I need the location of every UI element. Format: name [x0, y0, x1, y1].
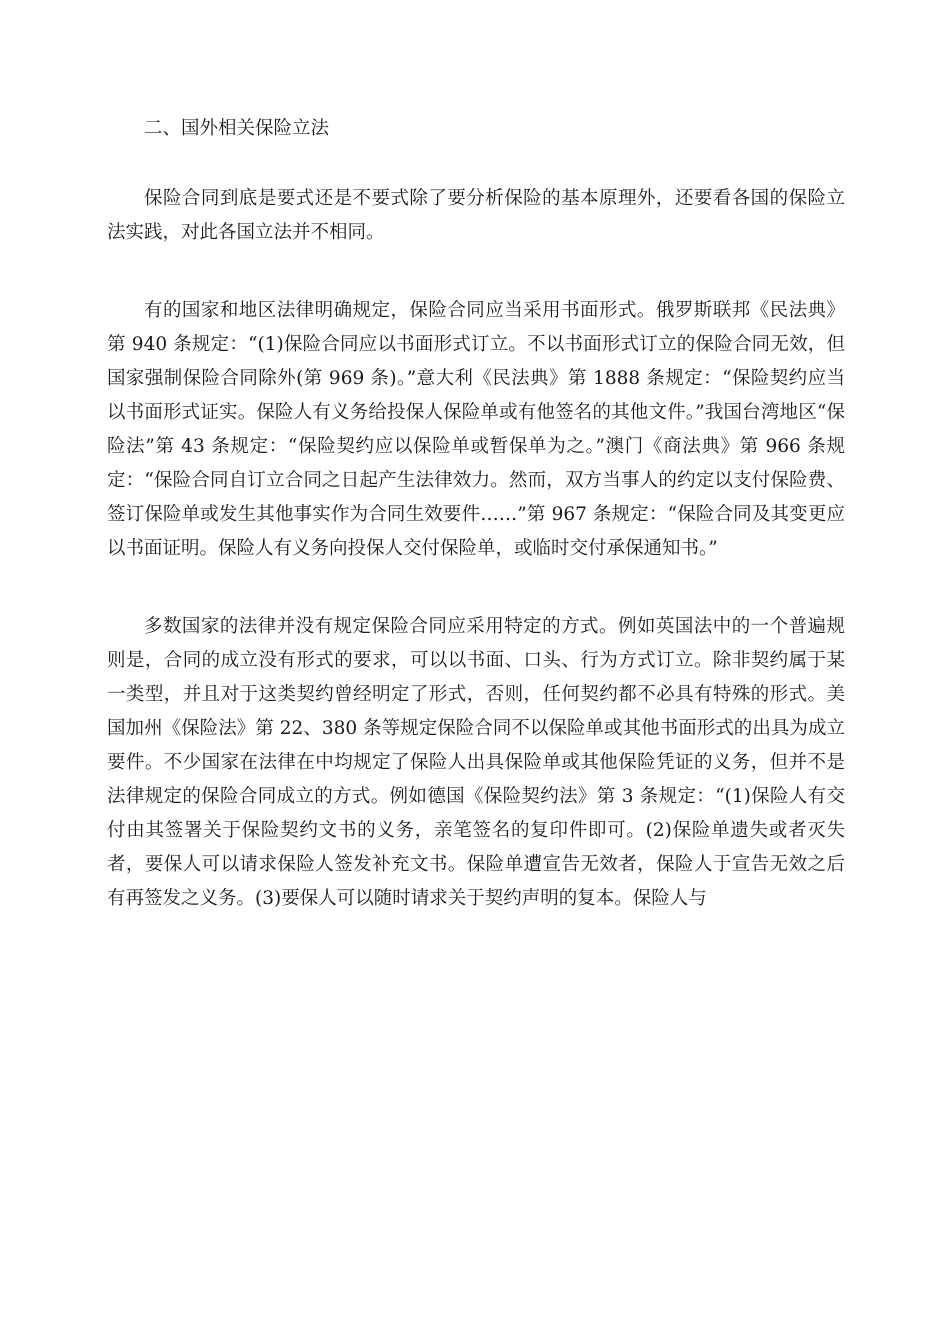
- section-heading: 二、国外相关保险立法: [144, 118, 330, 139]
- paragraph-intro: 保险合同到底是要式还是不要式除了要分析保险的基本原理外，还要看各国的保险立法实践，对此各国立法并不相同。: [107, 188, 845, 243]
- document-body: [107, 112, 845, 916]
- paragraph-no-form-laws: 多数国家的法律并没有规定保险合同应采用特定的方式。例如英国法中的一个普遍规则是，合同的成立没有形式的要求，可以以书面、口头、行为方式订立。除非契约属于某一类型，并且对于这类契约曾经明定了形式，否则，任何契约都不必具有特殊的形式。美国加州《保险法》第 22、380 条等规定保险合同不以保险单或其他书面形式的出具为成立要件。不少国家在法律在中均规定了保险人出具保险单或其他保险凭证的义务，但并不是法律规定的保险合同成立的方式。例如德国《保险契约法》第 3 条规定：“(1)保险人有交付由其签署关于保险契约文书的义务，亲笔签名的复印件即可。(2)保险单遗失或者灭失者，要保人可以请求保险人签发补充文书。保险单遭宣告无效者，保险人于宣告无效之后有再签发之义务。(3)要保人可以随时请求关于契约声明的复本。保险人与: [107, 616, 845, 909]
- paragraph-written-form-laws: 有的国家和地区法律明确规定，保险合同应当采用书面形式。俄罗斯联邦《民法典》第 940 条规定：“(1)保险合同应以书面形式订立。不以书面形式订立的保险合同无效，但国家强制保险合同除外(第 969 条)。”意大利《民法典》第 1888 条规定：“保险契约应当以书面形式证实。保险人有义务给投保人保险单或有他签名的其他文件。”我国台湾地区“保险法”第 43 条规定：“保险契约应以保险单或暂保单为之。”澳门《商法典》第 966 条规定：“保险合同自订立合同之日起产生法律效力。然而，双方当事人的约定以支付保险费、签订保险单或发生其他事实作为合同生效要件……”第 967 条规定：“保险合同及其变更应以书面证明。保险人有义务向投保人交付保险单，或临时交付承保通知书。”: [107, 300, 845, 559]
